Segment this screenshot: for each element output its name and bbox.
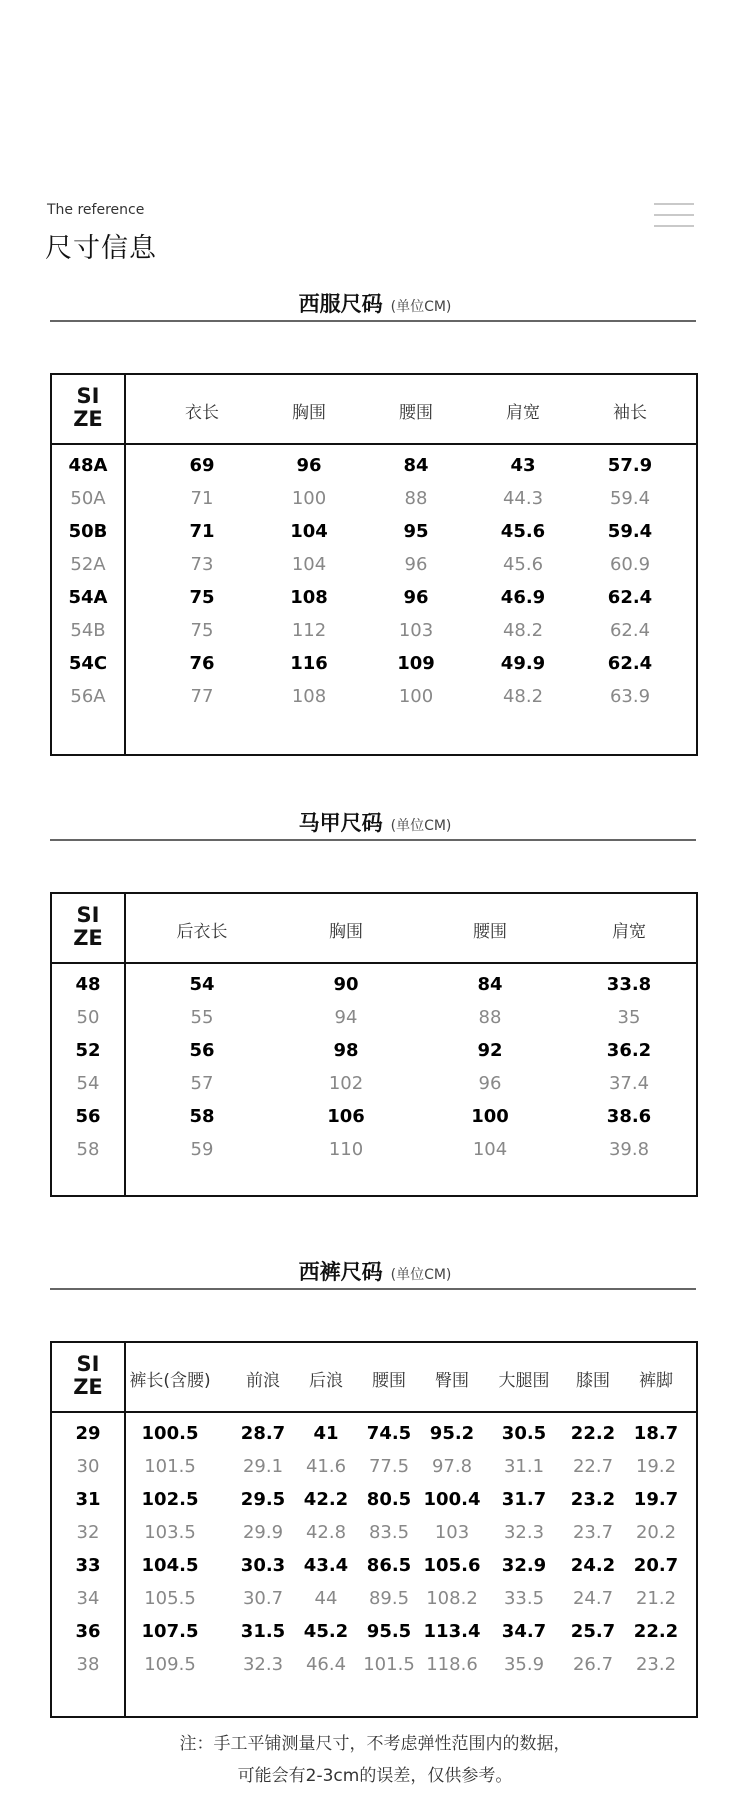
measurement-value: 86.5 <box>366 1555 412 1576</box>
table-row <box>52 548 696 581</box>
measurement-value: 96 <box>478 1073 502 1094</box>
size-value: 56A <box>70 686 106 707</box>
trousers-size-label-top: SI <box>76 1352 100 1376</box>
vest-size-label-bottom: ZE <box>73 926 103 950</box>
vest-unit: (单位CM) <box>390 818 452 834</box>
measurement-value: 55 <box>190 1007 214 1028</box>
measurement-value: 108 <box>290 587 328 608</box>
measurement-value: 18.7 <box>633 1423 679 1444</box>
vest-column-header: 胸围 <box>329 922 363 942</box>
trousers-column-header: 前浪 <box>246 1371 280 1391</box>
size-value: 54B <box>70 620 106 641</box>
trousers-size-label-bottom: ZE <box>73 1375 103 1399</box>
measurement-value: 36.2 <box>606 1040 652 1061</box>
measurement-value: 74.5 <box>366 1423 412 1444</box>
measurement-value: 45.6 <box>500 521 546 542</box>
measurement-value: 100 <box>398 686 434 707</box>
measurement-value: 31.5 <box>240 1621 286 1642</box>
measurement-value: 24.2 <box>570 1555 616 1576</box>
vest-section-title <box>0 807 750 837</box>
measurement-value: 94 <box>334 1007 358 1028</box>
measurement-value: 63.9 <box>609 686 651 707</box>
measurement-value: 103 <box>398 620 434 641</box>
measurement-note-line1: 注：手工平铺测量尺寸，不考虑弹性范围内的数据， <box>179 1734 571 1754</box>
measurement-value: 103.5 <box>144 1522 196 1543</box>
measurement-value: 62.4 <box>607 587 653 608</box>
size-value: 38 <box>76 1654 100 1675</box>
measurement-value: 33.8 <box>606 974 652 995</box>
measurement-value: 106 <box>327 1106 365 1127</box>
measurement-value: 25.7 <box>570 1621 616 1642</box>
suit-column-header: 衣长 <box>185 403 219 423</box>
measurement-value: 58 <box>189 1106 215 1127</box>
measurement-value: 32.3 <box>242 1654 284 1675</box>
measurement-value: 104 <box>290 521 328 542</box>
measurement-value: 44 <box>314 1588 338 1609</box>
measurement-value: 103 <box>434 1522 470 1543</box>
header-subtitle: The reference <box>47 202 145 218</box>
size-value: 31 <box>75 1489 101 1510</box>
vest-header-divider <box>52 962 696 964</box>
size-value: 36 <box>75 1621 101 1642</box>
measurement-value: 19.2 <box>635 1456 677 1477</box>
measurement-value: 31.7 <box>501 1489 547 1510</box>
measurement-value: 84 <box>403 455 429 476</box>
measurement-value: 88 <box>478 1007 502 1028</box>
measurement-note-line2: 可能会有2-3cm的误差，仅供参考。 <box>237 1766 513 1786</box>
hamburger-menu-icon[interactable] <box>654 203 694 227</box>
measurement-value: 28.7 <box>240 1423 286 1444</box>
table-row <box>52 1582 696 1615</box>
suit-title: 西服尺码 <box>298 292 383 316</box>
size-value: 52 <box>75 1040 101 1061</box>
size-value: 54A <box>68 587 108 608</box>
measurement-value: 35 <box>617 1007 641 1028</box>
size-value: 48 <box>75 974 101 995</box>
measurement-value: 20.2 <box>635 1522 677 1543</box>
measurement-value: 48.2 <box>502 620 544 641</box>
vest-column-header: 后衣长 <box>176 922 228 942</box>
measurement-value: 102.5 <box>141 1489 199 1510</box>
table-row <box>52 968 696 1001</box>
table-row <box>52 614 696 647</box>
size-value: 32 <box>76 1522 100 1543</box>
page-title: 尺寸信息 <box>45 233 157 264</box>
size-value: 54C <box>68 653 108 674</box>
measurement-value: 116 <box>290 653 328 674</box>
measurement-value: 29.9 <box>242 1522 284 1543</box>
suit-size-label-top: SI <box>76 384 100 408</box>
size-value: 34 <box>76 1588 100 1609</box>
measurement-value: 46.4 <box>305 1654 347 1675</box>
vest-title: 马甲尺码 <box>298 811 383 835</box>
measurement-value: 76 <box>189 653 215 674</box>
measurement-value: 108.2 <box>426 1588 478 1609</box>
table-row <box>52 482 696 515</box>
suit-header-divider <box>52 443 696 445</box>
measurement-value: 29.1 <box>242 1456 284 1477</box>
size-value: 48A <box>68 455 108 476</box>
measurement-value: 24.7 <box>572 1588 614 1609</box>
measurement-value: 41 <box>313 1423 339 1444</box>
measurement-value: 105.5 <box>144 1588 196 1609</box>
measurement-value: 92 <box>477 1040 503 1061</box>
table-row <box>52 1067 696 1100</box>
suit-size-label-bottom: ZE <box>73 407 103 431</box>
measurement-value: 75 <box>190 620 214 641</box>
measurement-value: 95.5 <box>366 1621 412 1642</box>
trousers-column-header: 裤长(含腰) <box>129 1371 211 1391</box>
suit-column-header: 袖长 <box>613 403 647 423</box>
trousers-column-header: 臀围 <box>435 1371 469 1391</box>
measurement-value: 54 <box>189 974 215 995</box>
trousers-title: 西裤尺码 <box>298 1260 383 1284</box>
trousers-column-header: 腰围 <box>372 1371 406 1391</box>
measurement-value: 90 <box>333 974 359 995</box>
measurement-value: 43.4 <box>303 1555 349 1576</box>
size-value: 54 <box>76 1073 100 1094</box>
suit-section-title <box>0 288 750 318</box>
measurement-value: 112 <box>291 620 327 641</box>
size-value: 56 <box>75 1106 101 1127</box>
measurement-value: 108 <box>291 686 327 707</box>
size-value: 50B <box>68 521 108 542</box>
measurement-value: 30.3 <box>240 1555 286 1576</box>
measurement-value: 105.6 <box>423 1555 481 1576</box>
trousers-column-header: 裤脚 <box>639 1371 673 1391</box>
table-row <box>52 1450 696 1483</box>
measurement-value: 19.7 <box>633 1489 679 1510</box>
vest-size-label-top: SI <box>76 903 100 927</box>
measurement-value: 95.2 <box>429 1423 475 1444</box>
measurement-value: 30.7 <box>242 1588 284 1609</box>
table-row <box>52 680 696 713</box>
trousers-header-divider <box>52 1411 696 1413</box>
measurement-value: 57.9 <box>607 455 653 476</box>
size-value: 33 <box>75 1555 101 1576</box>
trousers-column-header: 大腿围 <box>498 1371 550 1391</box>
size-value: 29 <box>75 1423 101 1444</box>
table-row <box>52 1516 696 1549</box>
table-row <box>52 1100 696 1133</box>
measurement-value: 69 <box>189 455 215 476</box>
measurement-value: 107.5 <box>141 1621 199 1642</box>
suit-divider <box>50 320 696 322</box>
suit-column-header: 腰围 <box>399 403 433 423</box>
measurement-value: 38.6 <box>606 1106 652 1127</box>
measurement-value: 46.9 <box>500 587 546 608</box>
trousers-unit: (单位CM) <box>390 1267 452 1283</box>
measurement-value: 39.8 <box>608 1139 650 1160</box>
measurement-value: 23.2 <box>570 1489 616 1510</box>
measurement-value: 60.9 <box>609 554 651 575</box>
measurement-value: 44.3 <box>502 488 544 509</box>
suit-column-header: 胸围 <box>292 403 326 423</box>
table-row <box>52 1133 696 1166</box>
vest-table <box>50 892 698 1197</box>
trousers-column-header: 后浪 <box>309 1371 343 1391</box>
measurement-value: 32.9 <box>501 1555 547 1576</box>
measurement-value: 23.2 <box>635 1654 677 1675</box>
measurement-value: 57 <box>190 1073 214 1094</box>
measurement-value: 102 <box>328 1073 364 1094</box>
measurement-value: 37.4 <box>608 1073 650 1094</box>
measurement-value: 48.2 <box>502 686 544 707</box>
measurement-value: 35.9 <box>503 1654 545 1675</box>
size-value: 58 <box>76 1139 100 1160</box>
trousers-table <box>50 1341 698 1718</box>
measurement-value: 100 <box>291 488 327 509</box>
measurement-value: 104 <box>291 554 327 575</box>
vest-divider <box>50 839 696 841</box>
measurement-value: 101.5 <box>144 1456 196 1477</box>
trousers-section-title <box>0 1256 750 1286</box>
measurement-value: 104 <box>472 1139 508 1160</box>
measurement-value: 84 <box>477 974 503 995</box>
measurement-value: 96 <box>404 554 428 575</box>
measurement-value: 100 <box>471 1106 509 1127</box>
measurement-value: 83.5 <box>368 1522 410 1543</box>
table-row <box>52 647 696 680</box>
measurement-value: 45.2 <box>303 1621 349 1642</box>
size-value: 50A <box>70 488 106 509</box>
measurement-value: 89.5 <box>368 1588 410 1609</box>
table-row <box>52 1648 696 1681</box>
suit-unit: (单位CM) <box>390 299 452 315</box>
measurement-value: 23.7 <box>572 1522 614 1543</box>
trousers-column-header: 膝围 <box>576 1371 610 1391</box>
table-row <box>52 1615 696 1648</box>
size-value: 50 <box>76 1007 100 1028</box>
measurement-value: 42.8 <box>305 1522 347 1543</box>
suit-column-header: 肩宽 <box>506 403 540 423</box>
measurement-value: 98 <box>333 1040 359 1061</box>
measurement-value: 59 <box>190 1139 214 1160</box>
measurement-value: 56 <box>189 1040 215 1061</box>
measurement-value: 41.6 <box>305 1456 347 1477</box>
table-row <box>52 1417 696 1450</box>
table-row <box>52 581 696 614</box>
measurement-value: 97.8 <box>431 1456 473 1477</box>
measurement-value: 95 <box>403 521 429 542</box>
measurement-value: 71 <box>190 488 214 509</box>
measurement-value: 101.5 <box>363 1654 415 1675</box>
measurement-value: 109 <box>397 653 435 674</box>
measurement-value: 22.7 <box>572 1456 614 1477</box>
measurement-value: 20.7 <box>633 1555 679 1576</box>
measurement-value: 49.9 <box>500 653 546 674</box>
measurement-value: 32.3 <box>503 1522 545 1543</box>
trousers-divider <box>50 1288 696 1290</box>
measurement-value: 59.4 <box>609 488 651 509</box>
measurement-value: 88 <box>404 488 428 509</box>
measurement-value: 100.5 <box>141 1423 199 1444</box>
measurement-value: 21.2 <box>635 1588 677 1609</box>
vest-column-header: 腰围 <box>473 922 507 942</box>
measurement-value: 96 <box>403 587 429 608</box>
table-row <box>52 515 696 548</box>
measurement-value: 42.2 <box>303 1489 349 1510</box>
measurement-value: 73 <box>190 554 214 575</box>
measurement-value: 100.4 <box>423 1489 481 1510</box>
table-row <box>52 1034 696 1067</box>
measurement-value: 31.1 <box>503 1456 545 1477</box>
measurement-value: 110 <box>328 1139 364 1160</box>
measurement-value: 30.5 <box>501 1423 547 1444</box>
measurement-value: 22.2 <box>633 1621 679 1642</box>
measurement-value: 26.7 <box>572 1654 614 1675</box>
measurement-value: 77 <box>190 686 214 707</box>
measurement-value: 29.5 <box>240 1489 286 1510</box>
measurement-value: 104.5 <box>141 1555 199 1576</box>
measurement-value: 75 <box>189 587 215 608</box>
size-value: 52A <box>70 554 106 575</box>
measurement-value: 59.4 <box>607 521 653 542</box>
measurement-value: 109.5 <box>144 1654 196 1675</box>
measurement-value: 62.4 <box>609 620 651 641</box>
table-row <box>52 1483 696 1516</box>
measurement-value: 62.4 <box>607 653 653 674</box>
measurement-value: 113.4 <box>423 1621 481 1642</box>
suit-table <box>50 373 698 756</box>
measurement-value: 80.5 <box>366 1489 412 1510</box>
table-row <box>52 1549 696 1582</box>
measurement-value: 118.6 <box>426 1654 478 1675</box>
measurement-value: 33.5 <box>503 1588 545 1609</box>
measurement-value: 71 <box>189 521 215 542</box>
size-value: 30 <box>76 1456 100 1477</box>
measurement-value: 22.2 <box>570 1423 616 1444</box>
table-row <box>52 449 696 482</box>
measurement-value: 77.5 <box>368 1456 410 1477</box>
vest-column-header: 肩宽 <box>612 922 646 942</box>
measurement-value: 43 <box>510 455 536 476</box>
measurement-value: 34.7 <box>501 1621 547 1642</box>
measurement-value: 45.6 <box>502 554 544 575</box>
measurement-value: 96 <box>296 455 322 476</box>
table-row <box>52 1001 696 1034</box>
